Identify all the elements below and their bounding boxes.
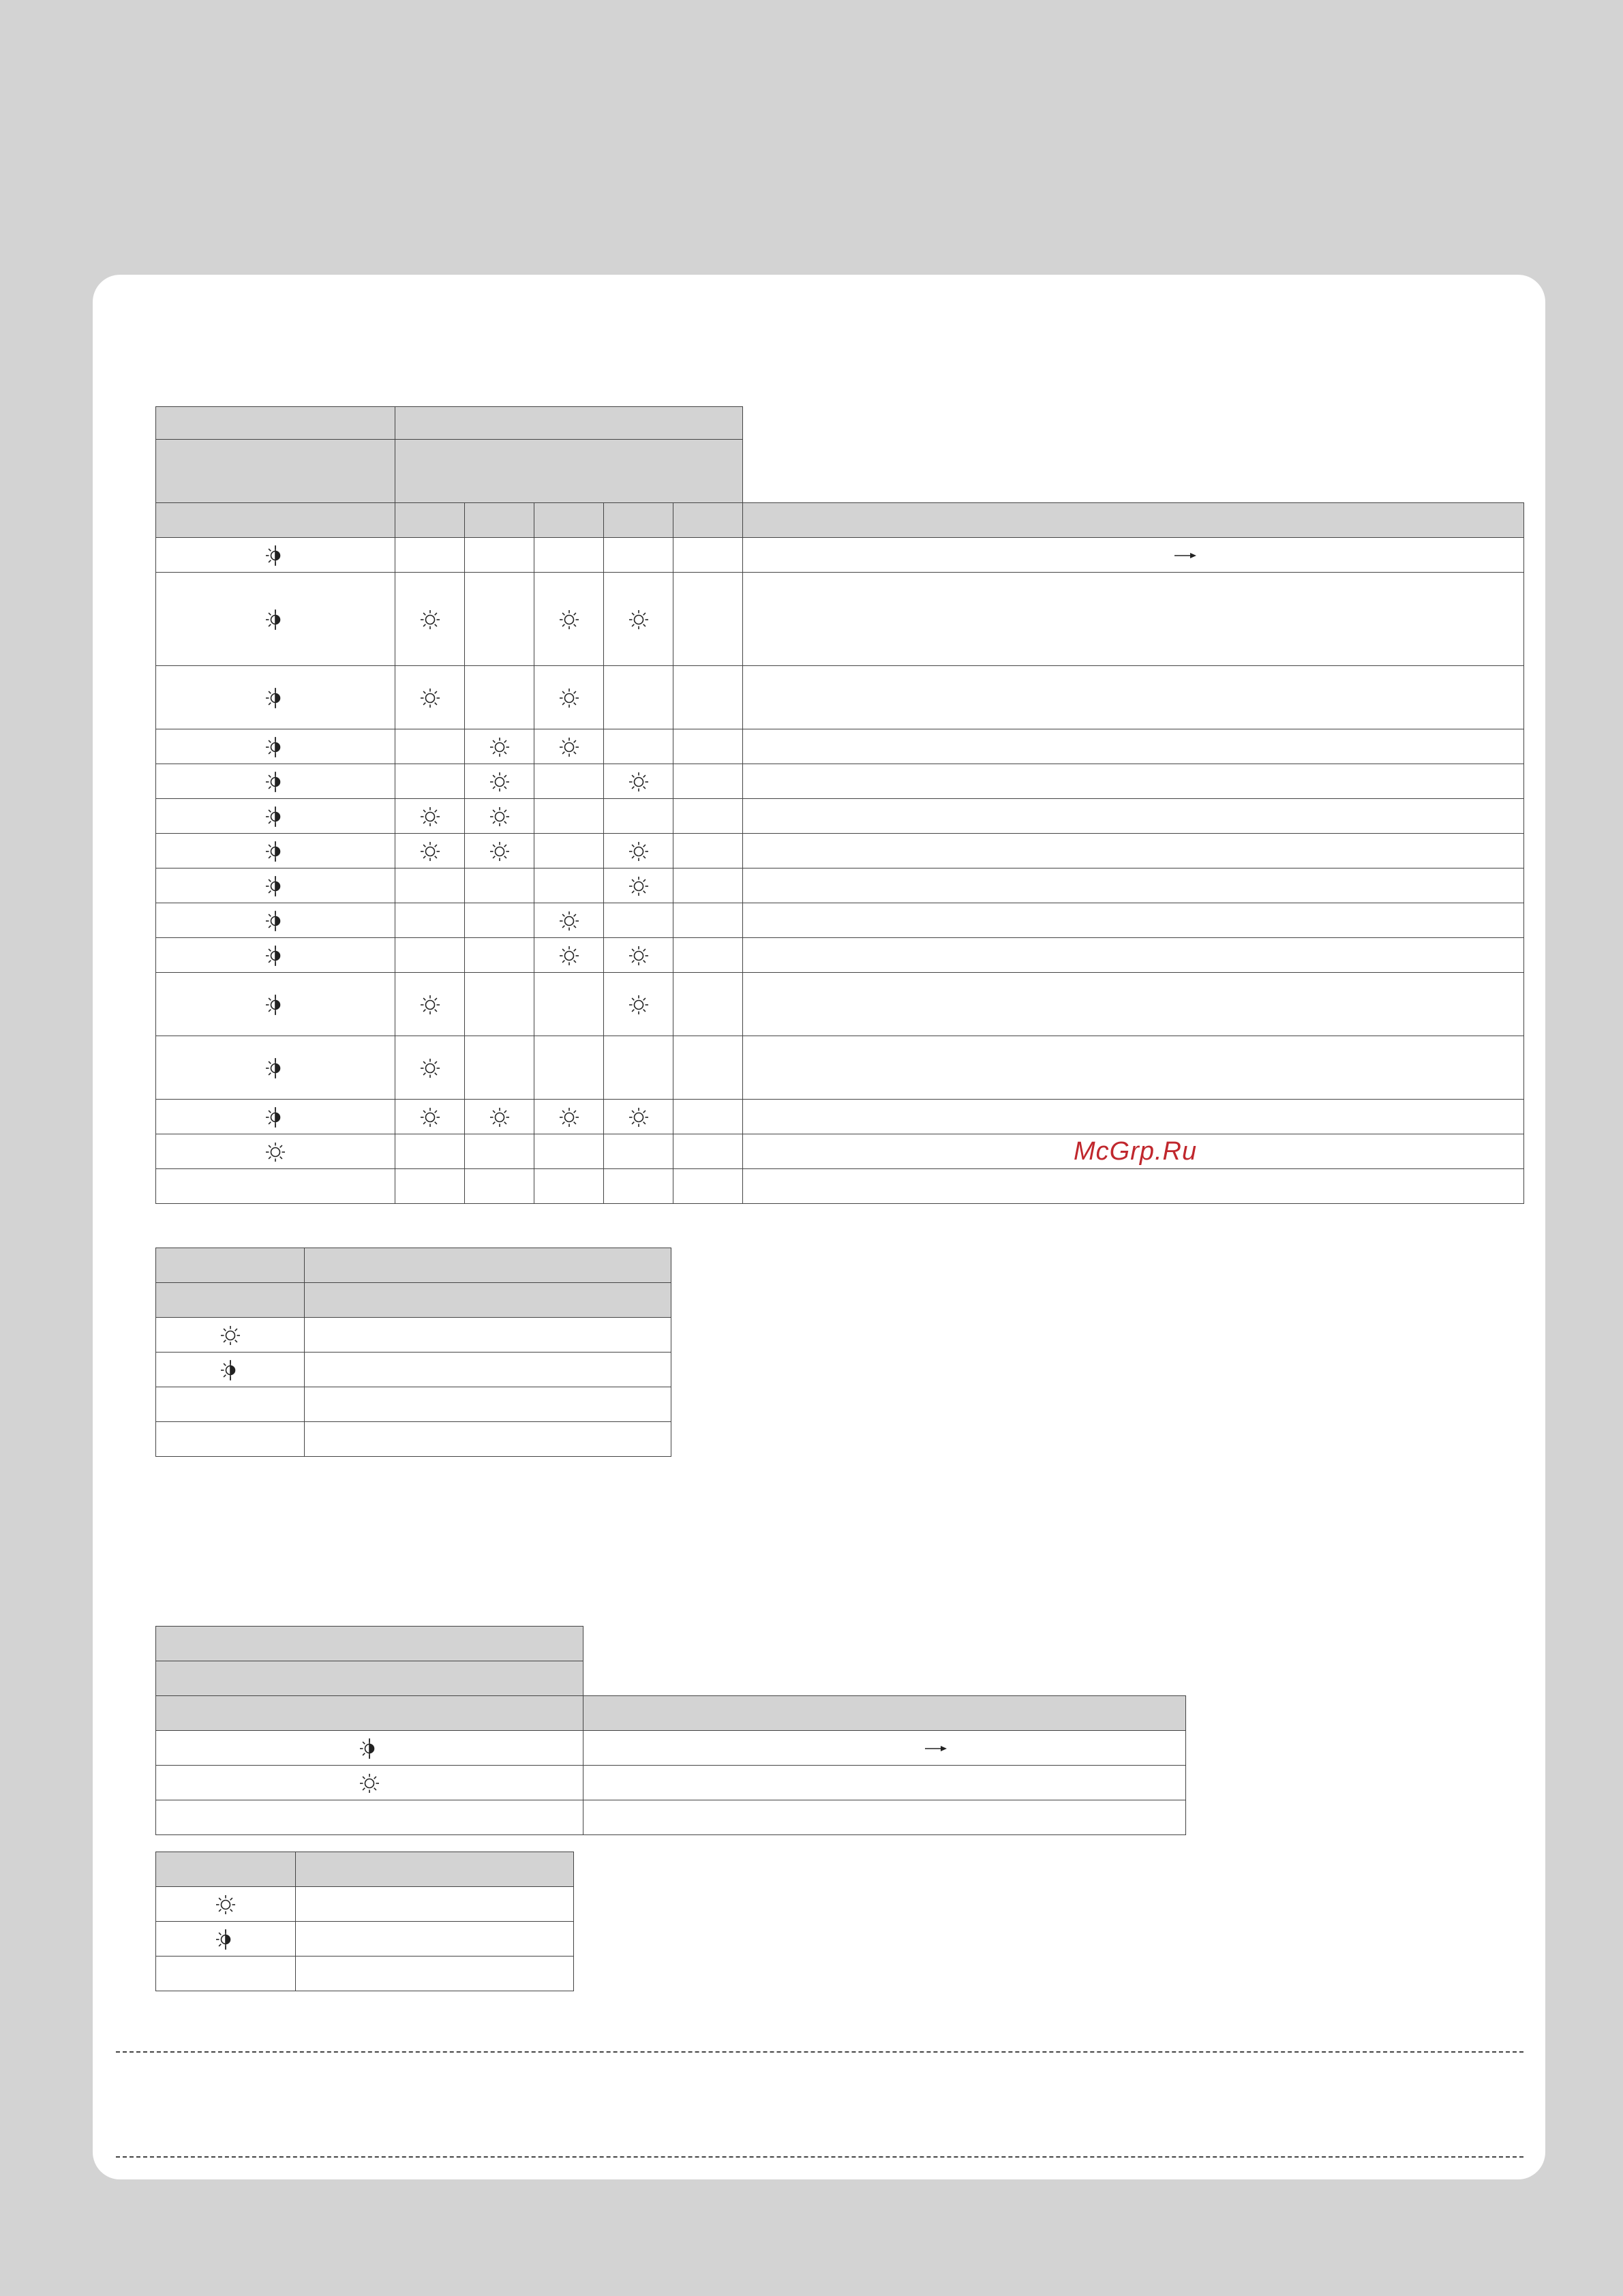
description-cell bbox=[743, 764, 1524, 799]
half-sun-icon bbox=[264, 1106, 287, 1129]
table-row bbox=[156, 1387, 671, 1422]
half-sun-icon bbox=[264, 993, 287, 1016]
header-cell bbox=[156, 440, 395, 503]
description-cell bbox=[743, 903, 1524, 938]
description-cell bbox=[743, 973, 1524, 1036]
indicator-cell bbox=[673, 834, 743, 868]
indicator-cell bbox=[465, 1100, 534, 1134]
indicator-cell bbox=[604, 573, 673, 666]
table-row bbox=[156, 1422, 671, 1457]
table-header-row bbox=[156, 407, 1524, 440]
indicator-legend-table bbox=[155, 1248, 671, 1457]
indicator-cell bbox=[673, 1169, 743, 1204]
indicator-cell bbox=[465, 573, 534, 666]
sun-icon bbox=[558, 909, 581, 933]
table-header-row bbox=[156, 1661, 1186, 1696]
status-cell bbox=[156, 1134, 395, 1169]
indicator-cell bbox=[604, 1036, 673, 1100]
half-sun-icon bbox=[264, 544, 287, 567]
secondary-legend-table bbox=[155, 1852, 574, 1991]
indicator-cell bbox=[395, 538, 465, 573]
indicator-cell bbox=[395, 938, 465, 973]
indicator-cell bbox=[673, 1036, 743, 1100]
half-sun-icon bbox=[264, 875, 287, 898]
indicator-status-table bbox=[155, 406, 1524, 1204]
description-cell bbox=[296, 1957, 574, 1991]
indicator-cell bbox=[465, 903, 534, 938]
status-cell bbox=[156, 1318, 305, 1353]
indicator-cell bbox=[604, 1134, 673, 1169]
indicator-cell bbox=[534, 1134, 604, 1169]
table-row bbox=[156, 1731, 1186, 1766]
status-cell bbox=[156, 868, 395, 903]
sun-icon bbox=[627, 608, 650, 631]
status-cell bbox=[156, 1766, 583, 1800]
description-cell bbox=[743, 1036, 1524, 1100]
table-row bbox=[156, 1169, 1524, 1204]
indicator-cell bbox=[395, 834, 465, 868]
indicator-cell bbox=[673, 729, 743, 764]
table-row bbox=[156, 764, 1524, 799]
indicator-cell bbox=[395, 666, 465, 729]
sun-icon bbox=[558, 608, 581, 631]
sun-icon bbox=[264, 1141, 287, 1164]
description-cell bbox=[743, 1100, 1524, 1134]
table-row bbox=[156, 1036, 1524, 1100]
indicator-cell bbox=[465, 764, 534, 799]
half-sun-icon bbox=[358, 1737, 381, 1760]
description-cell bbox=[743, 573, 1524, 666]
sun-icon bbox=[358, 1772, 381, 1795]
arrow-right-icon bbox=[1174, 551, 1197, 560]
table-row bbox=[156, 1922, 574, 1957]
table-row bbox=[156, 1800, 1186, 1835]
status-cell bbox=[156, 1422, 305, 1457]
indicator-cell bbox=[534, 868, 604, 903]
indicator-cell bbox=[673, 903, 743, 938]
table-header-row bbox=[156, 1248, 671, 1283]
indicator-cell bbox=[395, 1134, 465, 1169]
indicator-cell bbox=[395, 573, 465, 666]
sun-icon bbox=[558, 944, 581, 967]
table-row bbox=[156, 868, 1524, 903]
indicator-cell bbox=[465, 538, 534, 573]
description-cell bbox=[296, 1887, 574, 1922]
header-cell bbox=[604, 503, 673, 538]
status-cell bbox=[156, 538, 395, 573]
indicator-cell bbox=[673, 1100, 743, 1134]
table-row bbox=[156, 1353, 671, 1387]
indicator-cell bbox=[534, 666, 604, 729]
table-row bbox=[156, 1957, 574, 1991]
table-row bbox=[156, 729, 1524, 764]
half-sun-icon bbox=[264, 686, 287, 710]
table-header-row bbox=[156, 1852, 574, 1887]
indicator-cell bbox=[465, 1169, 534, 1204]
sun-icon bbox=[627, 944, 650, 967]
sun-icon bbox=[627, 875, 650, 898]
header-cell bbox=[583, 1696, 1186, 1731]
description-cell bbox=[743, 729, 1524, 764]
half-sun-icon bbox=[264, 1057, 287, 1080]
indicator-cell bbox=[465, 938, 534, 973]
description-cell bbox=[743, 799, 1524, 834]
description-cell bbox=[305, 1387, 671, 1422]
status-cell bbox=[156, 1036, 395, 1100]
half-sun-icon bbox=[214, 1928, 237, 1951]
indicator-cell bbox=[534, 573, 604, 666]
indicator-cell bbox=[465, 834, 534, 868]
description-cell bbox=[743, 538, 1524, 573]
header-cell bbox=[305, 1283, 671, 1318]
indicator-cell bbox=[534, 538, 604, 573]
indicator-cell bbox=[534, 1100, 604, 1134]
table-header-row bbox=[156, 440, 1524, 503]
indicator-cell bbox=[673, 868, 743, 903]
description-cell bbox=[296, 1922, 574, 1957]
status-cell bbox=[156, 1887, 296, 1922]
header-cell bbox=[156, 503, 395, 538]
indicator-cell bbox=[604, 1100, 673, 1134]
description-cell bbox=[583, 1731, 1186, 1766]
sun-icon bbox=[488, 1106, 511, 1129]
indicator-cell bbox=[534, 973, 604, 1036]
indicator-cell bbox=[465, 868, 534, 903]
sun-icon bbox=[419, 1057, 442, 1080]
secondary-status-table bbox=[155, 1626, 1186, 1835]
status-cell bbox=[156, 834, 395, 868]
indicator-cell bbox=[604, 764, 673, 799]
table-row bbox=[156, 903, 1524, 938]
indicator-cell bbox=[395, 1100, 465, 1134]
description-cell bbox=[743, 868, 1524, 903]
blank-area bbox=[583, 1661, 1186, 1696]
table-row bbox=[156, 1134, 1524, 1169]
header-cell bbox=[743, 503, 1524, 538]
sun-icon bbox=[627, 770, 650, 794]
half-sun-icon bbox=[264, 736, 287, 759]
sun-icon bbox=[627, 840, 650, 863]
indicator-cell bbox=[534, 903, 604, 938]
status-cell bbox=[156, 1169, 395, 1204]
indicator-cell bbox=[604, 834, 673, 868]
sun-icon bbox=[627, 1106, 650, 1129]
description-cell bbox=[743, 1134, 1524, 1169]
table-row bbox=[156, 834, 1524, 868]
indicator-cell bbox=[604, 799, 673, 834]
description-cell bbox=[743, 938, 1524, 973]
status-cell bbox=[156, 1387, 305, 1422]
blank-area bbox=[743, 440, 1524, 503]
half-sun-icon bbox=[264, 805, 287, 828]
half-sun-icon bbox=[264, 840, 287, 863]
header-cell bbox=[465, 503, 534, 538]
sun-icon bbox=[419, 1106, 442, 1129]
sun-icon bbox=[627, 993, 650, 1016]
header-cell bbox=[534, 503, 604, 538]
indicator-cell bbox=[604, 538, 673, 573]
header-cell bbox=[395, 440, 743, 503]
table-row bbox=[156, 1887, 574, 1922]
indicator-cell bbox=[673, 1134, 743, 1169]
indicator-cell bbox=[534, 938, 604, 973]
status-cell bbox=[156, 1353, 305, 1387]
sun-icon bbox=[419, 993, 442, 1016]
sun-icon bbox=[558, 686, 581, 710]
description-cell bbox=[743, 834, 1524, 868]
status-cell bbox=[156, 903, 395, 938]
indicator-cell bbox=[534, 799, 604, 834]
indicator-cell bbox=[395, 729, 465, 764]
indicator-cell bbox=[465, 1134, 534, 1169]
table-row bbox=[156, 1100, 1524, 1134]
indicator-cell bbox=[534, 729, 604, 764]
indicator-cell bbox=[604, 973, 673, 1036]
indicator-cell bbox=[395, 903, 465, 938]
description-cell bbox=[743, 666, 1524, 729]
indicator-cell bbox=[673, 666, 743, 729]
sun-icon bbox=[214, 1893, 237, 1916]
table-header-row bbox=[156, 1627, 1186, 1661]
indicator-cell bbox=[534, 834, 604, 868]
status-cell bbox=[156, 764, 395, 799]
dashed-divider bbox=[116, 2051, 1523, 2053]
header-cell bbox=[156, 1661, 583, 1696]
sun-icon bbox=[488, 770, 511, 794]
table-header-row bbox=[156, 1696, 1186, 1731]
half-sun-icon bbox=[219, 1359, 242, 1382]
half-sun-icon bbox=[264, 944, 287, 967]
indicator-cell bbox=[395, 1169, 465, 1204]
sun-icon bbox=[419, 608, 442, 631]
status-cell bbox=[156, 1922, 296, 1957]
indicator-cell bbox=[604, 868, 673, 903]
table-row bbox=[156, 973, 1524, 1036]
sun-icon bbox=[488, 805, 511, 828]
table-row bbox=[156, 1318, 671, 1353]
table-row bbox=[156, 799, 1524, 834]
indicator-cell bbox=[465, 729, 534, 764]
indicator-cell bbox=[604, 903, 673, 938]
status-cell bbox=[156, 729, 395, 764]
indicator-cell bbox=[604, 729, 673, 764]
indicator-cell bbox=[534, 1036, 604, 1100]
status-cell bbox=[156, 1800, 583, 1835]
half-sun-icon bbox=[264, 770, 287, 794]
table-row bbox=[156, 666, 1524, 729]
status-cell bbox=[156, 938, 395, 973]
description-cell bbox=[305, 1422, 671, 1457]
description-cell bbox=[743, 1169, 1524, 1204]
sun-icon bbox=[558, 736, 581, 759]
blank-area bbox=[583, 1627, 1186, 1661]
status-cell bbox=[156, 666, 395, 729]
indicator-cell bbox=[395, 764, 465, 799]
header-cell bbox=[296, 1852, 574, 1887]
header-cell bbox=[156, 1283, 305, 1318]
indicator-cell bbox=[395, 799, 465, 834]
sun-icon bbox=[558, 1106, 581, 1129]
status-cell bbox=[156, 1100, 395, 1134]
sun-icon bbox=[419, 840, 442, 863]
indicator-cell bbox=[673, 973, 743, 1036]
indicator-cell bbox=[395, 868, 465, 903]
header-cell bbox=[305, 1248, 671, 1283]
indicator-cell bbox=[534, 1169, 604, 1204]
header-cell bbox=[395, 503, 465, 538]
description-cell bbox=[305, 1318, 671, 1353]
description-cell bbox=[305, 1353, 671, 1387]
blank-area bbox=[743, 407, 1524, 440]
indicator-cell bbox=[604, 1169, 673, 1204]
watermark-text: McGrp.Ru bbox=[1073, 1136, 1198, 1166]
status-cell bbox=[156, 573, 395, 666]
sun-icon bbox=[419, 805, 442, 828]
arrow-right-icon bbox=[924, 1744, 947, 1753]
indicator-cell bbox=[673, 538, 743, 573]
table-header-row bbox=[156, 503, 1524, 538]
status-cell bbox=[156, 799, 395, 834]
table-row bbox=[156, 1766, 1186, 1800]
indicator-cell bbox=[465, 799, 534, 834]
status-cell bbox=[156, 1957, 296, 1991]
indicator-cell bbox=[465, 1036, 534, 1100]
indicator-cell bbox=[673, 938, 743, 973]
sun-icon bbox=[219, 1324, 242, 1347]
half-sun-icon bbox=[264, 909, 287, 933]
indicator-cell bbox=[534, 764, 604, 799]
header-cell bbox=[156, 1248, 305, 1283]
status-cell bbox=[156, 1731, 583, 1766]
status-cell bbox=[156, 973, 395, 1036]
table-row bbox=[156, 538, 1524, 573]
header-cell bbox=[156, 407, 395, 440]
header-cell bbox=[156, 1696, 583, 1731]
indicator-cell bbox=[604, 666, 673, 729]
indicator-cell bbox=[673, 799, 743, 834]
indicator-cell bbox=[604, 938, 673, 973]
indicator-cell bbox=[465, 973, 534, 1036]
dashed-divider bbox=[116, 2156, 1523, 2158]
sun-icon bbox=[419, 686, 442, 710]
indicator-cell bbox=[673, 764, 743, 799]
indicator-cell bbox=[673, 573, 743, 666]
header-cell bbox=[395, 407, 743, 440]
header-cell bbox=[673, 503, 743, 538]
indicator-cell bbox=[395, 973, 465, 1036]
indicator-cell bbox=[465, 666, 534, 729]
description-cell bbox=[583, 1800, 1186, 1835]
header-cell bbox=[156, 1627, 583, 1661]
table-row bbox=[156, 573, 1524, 666]
header-cell bbox=[156, 1852, 296, 1887]
table-header-row bbox=[156, 1283, 671, 1318]
indicator-cell bbox=[395, 1036, 465, 1100]
half-sun-icon bbox=[264, 608, 287, 631]
sun-icon bbox=[488, 736, 511, 759]
sun-icon bbox=[488, 840, 511, 863]
description-cell bbox=[583, 1766, 1186, 1800]
table-row bbox=[156, 938, 1524, 973]
